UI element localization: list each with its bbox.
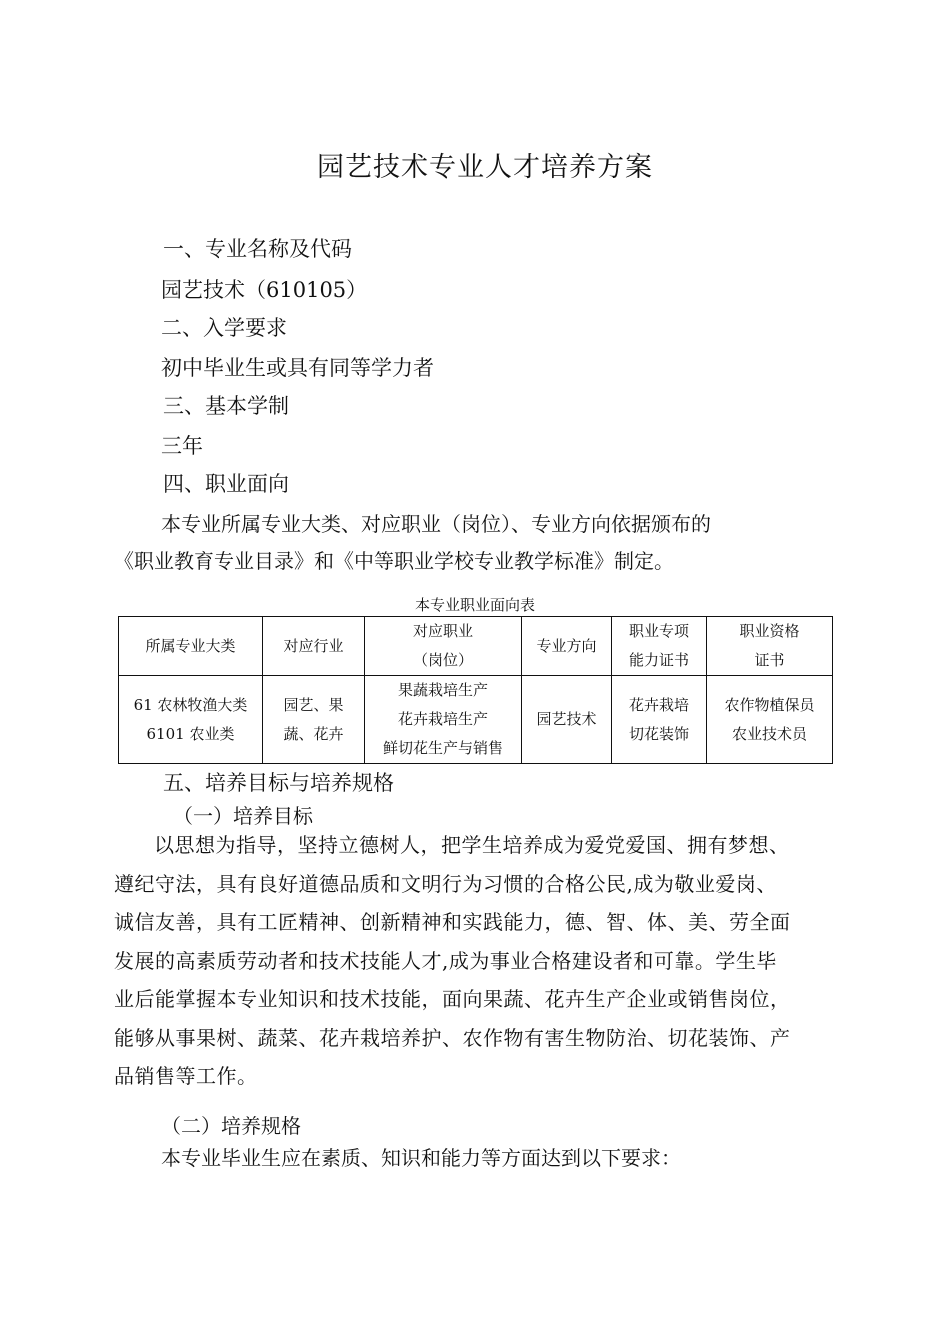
header-occupation: 对应职业 （岗位）	[365, 617, 522, 676]
paragraph-line: 发展的高素质劳动者和技术技能人才,成为事业合格建设者和可靠。学生毕	[114, 948, 777, 973]
section-4-paragraph-line-2: 《职业教育专业目录》和《中等职业学校专业教学标准》制定。	[114, 549, 674, 573]
cell-category: 61 农林牧渔大类 6101 农业类	[119, 676, 263, 764]
cell-direction: 园艺技术	[522, 676, 612, 764]
paragraph-line: 业后能掌握本专业知识和技术技能，面向果蔬、花卉生产企业或销售岗位，	[114, 987, 791, 1011]
section-3-heading: 三、基本学制	[163, 394, 289, 418]
paragraph-line: 品销售等工作。	[114, 1064, 258, 1088]
section-5-sub2-content: 本专业毕业生应在素质、知识和能力等方面达到以下要求：	[161, 1146, 681, 1170]
section-5-sub2-heading: （二）培养规格	[161, 1114, 301, 1138]
header-industry: 对应行业	[263, 617, 365, 676]
table-row	[119, 676, 833, 764]
section-5-sub1-heading: （一）培养目标	[173, 804, 313, 828]
paragraph-line: 能够从事果树、蔬菜、花卉栽培养护、农作物有害生物防治、切花装饰、产	[114, 1025, 791, 1050]
header-direction: 专业方向	[522, 617, 612, 676]
header-qualification-certificate: 职业资格 证书	[707, 617, 833, 676]
paragraph-line: 诚信友善，具有工匠精神、创新精神和实践能力，德、智、体、美、劳全面	[114, 910, 791, 934]
paragraph-line: 以思想为指导，坚持立德树人，把学生培养成为爱党爱国、拥有梦想、	[154, 833, 790, 857]
page-title: 园艺技术专业人才培养方案	[317, 152, 653, 183]
section-1-content: 园艺技术（610105）	[161, 278, 368, 302]
section-4-paragraph-line-1: 本专业所属专业大类、对应职业（岗位）、专业方向依据颁布的	[161, 512, 711, 536]
section-2-heading: 二、入学要求	[161, 316, 287, 340]
section-1-heading: 一、专业名称及代码	[163, 237, 352, 261]
section-4-heading: 四、职业面向	[163, 472, 289, 496]
section-5-objective-paragraph	[114, 826, 844, 1096]
cell-occupation: 果蔬栽培生产 花卉栽培生产 鲜切花生产与销售	[365, 676, 522, 764]
occupation-table	[118, 616, 833, 764]
header-category: 所属专业大类	[119, 617, 263, 676]
section-5-heading: 五、培养目标与培养规格	[163, 771, 394, 795]
table-caption: 本专业职业面向表	[414, 596, 535, 614]
header-skill-certificate: 职业专项 能力证书	[612, 617, 707, 676]
cell-industry: 园艺、果 蔬、花卉	[263, 676, 365, 764]
cell-qualification-certificate: 农作物植保员 农业技术员	[707, 676, 833, 764]
cell-skill-certificate: 花卉栽培 切花装饰	[612, 676, 707, 764]
section-3-content: 三年	[161, 434, 203, 458]
section-2-content: 初中毕业生或具有同等学力者	[161, 356, 434, 380]
paragraph-line: 遵纪守法，具有良好道德品质和文明行为习惯的合格公民,成为敬业爱岗、	[114, 871, 777, 896]
table-header-row	[119, 617, 833, 676]
